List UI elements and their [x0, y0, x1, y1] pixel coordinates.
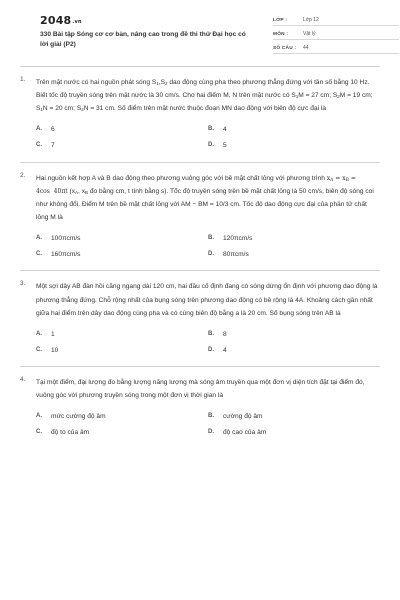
header-divider — [20, 66, 380, 67]
question-number: 2. — [20, 171, 26, 179]
question-number: 4. — [20, 376, 26, 384]
question-separator — [20, 162, 380, 163]
logo-suffix: .vn — [72, 19, 82, 25]
option-text: 7 — [51, 142, 55, 150]
option-letter: D. — [208, 142, 214, 149]
question-number: 3. — [20, 280, 26, 288]
logo-text: 2048 — [40, 14, 72, 27]
option-row — [36, 246, 380, 262]
question-text: Tại một điểm, đại lượng đo bằng lượng năng lượng mà sóng âm truyền qua một đơn vị diện tích đặt tại điểm đó, vuông góc với phương truyền sóng trong một đơn vị thời gian là — [36, 379, 365, 400]
meta-row-class — [273, 14, 399, 26]
option-letter: C. — [36, 250, 42, 257]
option-letter: C. — [36, 428, 42, 435]
option-letter: C. — [36, 142, 42, 149]
header — [20, 0, 380, 62]
option-row — [36, 424, 380, 440]
option-letter: B. — [208, 234, 214, 241]
answer-option[interactable] — [36, 347, 208, 354]
answer-option[interactable] — [208, 347, 380, 354]
option-text: 4 — [223, 126, 227, 134]
option-text: 100πcm/s — [51, 234, 81, 242]
answer-options — [36, 122, 380, 154]
question-text: Một sợi dây AB đàn hồi căng ngang dài 120 cm, hai đầu cố định đang có sóng dừng ổn định với phương dao động là phương thẳng đứng. Chỗ rộng nhất của bụng sóng trên phương dao động có bề rộng là 4A. Khoảng cách gần nhất giữa hai điểm trên dây dao động cùng pha và có cùng biên độ bằng a là 20 cm. Số bụng sóng trên AB là — [36, 283, 378, 317]
answer-options — [36, 230, 380, 262]
answer-option[interactable] — [36, 413, 208, 420]
option-text: độ cao của âm — [223, 428, 267, 436]
option-row — [36, 230, 380, 246]
option-letter: A. — [36, 234, 42, 241]
meta-key: LỚP : — [273, 18, 288, 23]
meta-key: SỐ CÂU : — [273, 46, 297, 51]
option-letter: D. — [208, 346, 214, 353]
option-letter: D. — [208, 250, 214, 257]
answer-option[interactable] — [208, 429, 380, 436]
meta-value: Lớp 12 — [303, 17, 319, 23]
answer-option[interactable] — [208, 235, 380, 242]
question-separator — [20, 366, 380, 367]
meta-value: 44 — [303, 45, 309, 51]
answer-option[interactable] — [208, 413, 380, 420]
option-text: 4 — [223, 346, 227, 354]
option-letter: B. — [208, 126, 214, 133]
page-title: 330 Bài tập Sóng cơ cơ bản, nâng cao trong đề thi thử Đại học có lời giải (P2) — [40, 31, 246, 48]
option-text: 5 — [223, 142, 227, 150]
option-row — [36, 122, 380, 138]
answer-options — [36, 408, 380, 440]
option-text: mức cường độ âm — [51, 412, 106, 420]
answer-option[interactable] — [36, 235, 208, 242]
site-logo[interactable] — [40, 14, 82, 27]
answer-option[interactable] — [208, 126, 380, 133]
answer-option[interactable] — [208, 331, 380, 338]
option-text: 120πcm/s — [223, 234, 253, 242]
question-block — [20, 280, 380, 358]
answer-options — [36, 326, 380, 358]
meta-row-subject — [273, 28, 399, 40]
question-block — [20, 76, 380, 154]
question-text: Hai nguồn kết hợp A và B dao động theo phương vuông góc với bề mặt chất lỏng với phương trình $x_A = x_B = 4\cos$ 40πt ($x_A$, $x_B$ đo bằng cm, t tính bằng s). Tốc độ truyền sóng trên bề mặt chất lỏng là 50 cm/s, biên độ sóng coi như không đổi. Điểm M trên bề mặt chất lỏng với AM − BM = 10/3 cm. Tốc độ dao động cực đại của phần tử chất lỏng M là — [36, 174, 374, 222]
option-text: 1 — [51, 330, 55, 338]
meta-value: Vật lý — [303, 31, 316, 37]
option-letter: C. — [36, 346, 42, 353]
option-letter: B. — [208, 412, 214, 419]
option-letter: D. — [208, 428, 214, 435]
question-separator — [20, 270, 380, 271]
option-row — [36, 408, 380, 424]
answer-option[interactable] — [36, 429, 208, 436]
option-text: 160πcm/s — [51, 250, 81, 258]
option-letter: A. — [36, 330, 42, 337]
option-text: 10 — [51, 346, 59, 354]
option-row — [36, 342, 380, 358]
answer-option[interactable] — [36, 126, 208, 133]
question-text: Trên mặt nước có hai nguồn phát sóng $S_1,S_2$ dao động cùng pha theo phương thẳng đứng với tần số bằng 10 Hz. Biết tốc độ truyền sóng trên mặt nước là 30 cm/s. Cho hai điểm M, N trên mặt nước có $S_1M = 27$ cm; $S_2M = 19$ cm; $S_1N = 20$ cm; $S_2N = 31$ cm. Số điểm trên mặt nước thuộc đoạn MN dao động với biên độ cực đại là — [36, 79, 373, 113]
option-text: 80πcm/s — [223, 250, 249, 258]
option-row — [36, 138, 380, 154]
option-text: 8 — [223, 330, 227, 338]
option-text: cường độ âm — [223, 412, 263, 420]
question-number: 1. — [20, 76, 26, 83]
answer-option[interactable] — [36, 251, 208, 258]
question-block — [20, 172, 380, 263]
option-letter: A. — [36, 412, 42, 419]
option-letter: B. — [208, 330, 214, 337]
question-list — [20, 76, 380, 440]
meta-key: MÔN : — [273, 32, 289, 37]
option-letter: A. — [36, 126, 42, 133]
answer-option[interactable] — [36, 142, 208, 149]
answer-option[interactable] — [208, 251, 380, 258]
meta-row-count — [273, 42, 399, 54]
question-block — [20, 376, 380, 440]
meta-info — [273, 14, 399, 56]
option-text: 6 — [51, 126, 55, 134]
answer-option[interactable] — [36, 331, 208, 338]
answer-option[interactable] — [208, 142, 380, 149]
option-row — [36, 326, 380, 342]
option-text: độ to của âm — [51, 428, 90, 436]
